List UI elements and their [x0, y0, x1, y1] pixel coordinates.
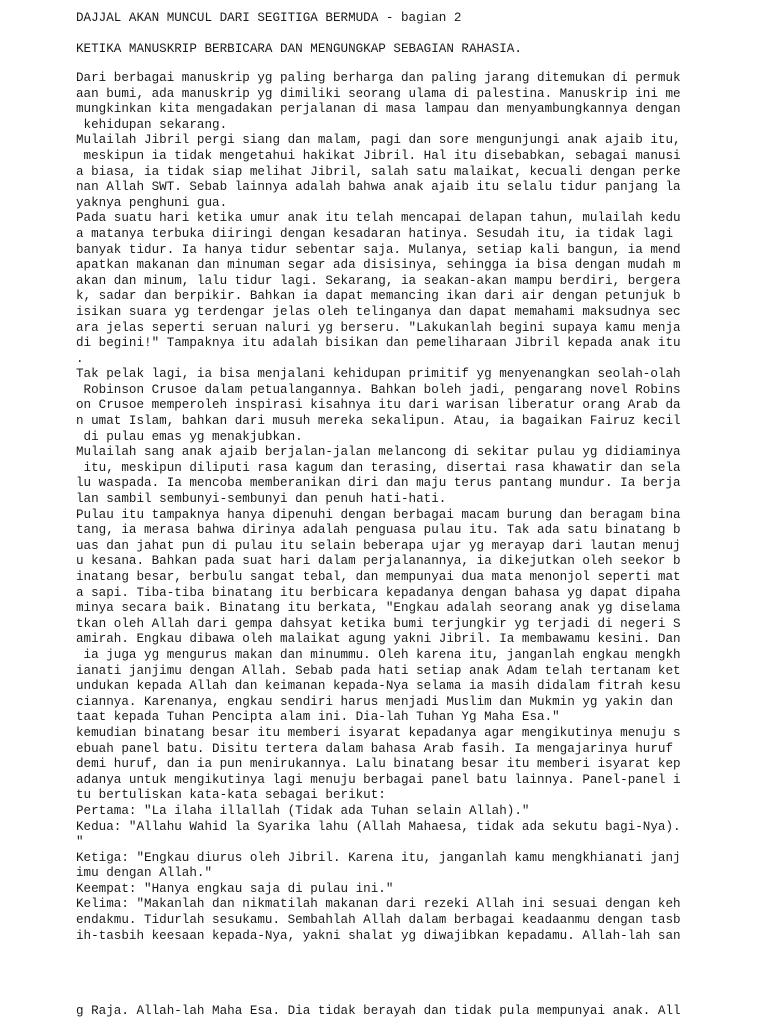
text-line: Kelima: "Makanlah dan nikmatilah makanan dari rezeki Allah ini sesuai dengan keh: [76, 897, 681, 912]
text-line: yaknya penghuni gua.: [76, 195, 228, 210]
text-line: Pulau itu tampaknya hanya dipenuhi dengan berbagai macam burung dan beragam bina: [76, 507, 681, 522]
continued-text-line: g Raja. Allah-lah Maha Esa. Dia tidak berayah dan tidak pula mempunyai anak. All: [76, 1004, 681, 1018]
text-line: taat kepada Tuhan Pencipta alam ini. Dia-lah Tuhan Yg Maha Esa.": [76, 710, 560, 725]
text-line: inatang besar, berbulu sangat tebal, dan mempunyai dua mata menonjol seperti mat: [76, 570, 681, 584]
text-line: lu waspada. Ia mencoba memberanikan diri dan maju terus pantang mundur. Ia berja: [76, 476, 681, 491]
text-line: Tak pelak lagi, ia bisa menjalani kehidupan primitif yg menyenangkan seolah-olah: [76, 367, 681, 382]
text-line: Pertama: "La ilaha illallah (Tidak ada Tuhan selain Allah).": [76, 803, 530, 818]
text-line: k, sadar dan berpikir. Bahkan ia dapat memancing ikan dari air dengan petunjuk b: [76, 289, 681, 304]
text-line: imu dengan Allah.": [76, 866, 213, 881]
text-line: mungkinkan kita mengadakan perjalanan di masa lampau dan menyambungkannya dengan: [76, 102, 681, 117]
text-line: Kedua: "Allahu Wahid la Syarika lahu (Allah Mahaesa, tidak ada sekutu bagi-Nya).: [76, 819, 681, 834]
text-line: a biasa, ia tidak siap melihat Jibril, salah satu malaikat, kecuali dengan perke: [76, 164, 681, 179]
text-line: Pada suatu hari ketika umur anak itu telah mencapai delapan tahun, mulailah kedu: [76, 211, 681, 226]
text-line: ebuah panel batu. Disitu tertera dalam bahasa Arab fasih. Ia mengajarinya huruf: [76, 741, 674, 756]
text-line: nan Allah SWT. Sebab lainnya adalah bahwa anak ajaib itu selalu tidur panjang la: [76, 180, 681, 195]
text-line: aan bumi, ada manuskrip yg dimiliki seorang ulama di palestina. Manuskrip ini me: [76, 86, 681, 101]
document-title: DAJJAL AKAN MUNCUL DARI SEGITIGA BERMUDA - bagian 2: [76, 11, 462, 25]
text-line: ia juga yg mengurus makan dan minummu. Oleh karena itu, janganlah engkau mengkh: [76, 647, 681, 662]
text-line: Robinson Crusoe dalam petualangannya. Bahkan boleh jadi, pengarang novel Robins: [76, 382, 681, 397]
text-line: ": [76, 835, 84, 850]
text-line: Dari berbagai manuskrip yg paling berharga dan paling jarang ditemukan di permuk: [76, 71, 681, 85]
text-line: amirah. Engkau dibawa oleh malaikat agung yakni Jibril. Ia membawamu kesini. Dan: [76, 632, 681, 647]
text-line: ara jelas seperti seruan naluri yg berseru. "Lakukanlah begini supaya kamu menja: [76, 320, 681, 335]
document-body: [0, 71, 768, 944]
text-line: n umat Islam, bahkan dari musuh mereka sekalipun. Atau, ia bagaikan Fairuz kecil: [76, 414, 681, 429]
text-line: kehidupan sekarang.: [76, 117, 228, 132]
text-line: kemudian binatang besar itu memberi isyarat kepadanya agar mengikutinya menuju s: [76, 725, 681, 740]
text-line: apatkan makanan dan minuman segar ada disisinya, sehingga ia bisa dengan mudah m: [76, 258, 681, 273]
text-line: ciannya. Karenanya, engkau sendiri harus menjadi Muslim dan Mukmin yg yakin dan: [76, 694, 674, 709]
text-line: meskipun ia tidak mengetahui hakikat Jibril. Hal itu disebabkan, sebagai manusi: [76, 148, 681, 163]
text-line: itu, meskipun diliputi rasa kagum dan terasing, disertai rasa khawatir dan sela: [76, 460, 681, 475]
text-line: banyak tidur. Ia hanya tidur sebentar saja. Mulanya, setiap kali bangun, ia mend: [76, 242, 681, 257]
text-line: tang, ia merasa bahwa dirinya adalah penguasa pulau itu. Tak ada satu binatang b: [76, 523, 681, 538]
text-line: Keempat: "Hanya engkau saja di pulau ini.": [76, 881, 394, 896]
text-line: a matanya terbuka diiringi dengan kesadaran hatinya. Sesudah itu, ia tidak lagi: [76, 226, 674, 241]
text-line: tkan oleh Allah dari gempa dahsyat ketika bumi terjungkir yg terjadi di negeri S: [76, 616, 681, 631]
text-line: u kesana. Bahkan pada suat hari dalam perjalanannya, ia dikejutkan oleh seekor b: [76, 554, 681, 569]
body-text: [0, 71, 768, 944]
text-line: Mulailah Jibril pergi siang dan malam, pagi dan sore mengunjungi anak ajaib itu,: [76, 133, 681, 148]
text-line: undukan kepada Allah dan keimanan kepada-Nya selama ia masih didalam fitrah kesu: [76, 679, 681, 694]
document-subtitle: KETIKA MANUSKRIP BERBICARA DAN MENGUNGKAP SEBAGIAN RAHASIA.: [76, 42, 522, 56]
text-line: Mulailah sang anak ajaib berjalan-jalan melancong di sekitar pulau yg didiaminya: [76, 445, 681, 460]
text-line: .: [76, 351, 84, 366]
text-line: lan sambil sembunyi-sembunyi dan penuh hati-hati.: [76, 492, 447, 507]
text-line: minya secara baik. Binatang itu berkata, "Engkau adalah seorang anak yg diselama: [76, 601, 681, 616]
text-line: isikan suara yg terdengar jelas oleh telinganya dan dapat memahami maksudnya sec: [76, 304, 681, 319]
text-line: di begini!" Tampaknya itu adalah bisikan dan pemeliharaan Jibril kepada anak itu: [76, 336, 681, 351]
text-line: Ketiga: "Engkau diurus oleh Jibril. Karena itu, janganlah kamu mengkhianati janj: [76, 850, 681, 865]
text-line: uas dan jahat pun di pulau itu selain beberapa ujar yg merayap dari lautan menuj: [76, 538, 681, 553]
text-line: ih-tasbih keesaan kepada-Nya, yakni shalat yg diwajibkan kepadamu. Allah-lah san: [76, 928, 681, 943]
text-line: adanya untuk mengikutinya lagi menuju berbagai panel batu lainnya. Panel-panel i: [76, 772, 681, 787]
text-line: a sapi. Tiba-tiba binatang itu berbicara kepadanya dengan bahasa yg dapat dipaha: [76, 585, 681, 600]
text-line: di pulau emas yg menakjubkan.: [76, 429, 303, 444]
text-line: tu bertuliskan kata-kata sebagai berikut:: [76, 788, 386, 803]
text-line: endakmu. Tidurlah sesukamu. Sembahlah Allah dalam berbagai keadaanmu dengan tasb: [76, 913, 681, 928]
text-line: on Crusoe memperoleh inspirasi kisahnya itu dari warisan liberatur orang Arab da: [76, 398, 681, 413]
text-line: ianati janjimu dengan Allah. Sebab pada hati setiap anak Adam telah tertanam ket: [76, 663, 681, 678]
text-line: akan dan minum, lalu tidur lagi. Sekarang, ia seakan-akan mampu berdiri, bergera: [76, 273, 681, 288]
text-line: demi huruf, dan ia pun menirukannya. Lalu binatang besar itu memberi isyarat kep: [76, 757, 681, 772]
